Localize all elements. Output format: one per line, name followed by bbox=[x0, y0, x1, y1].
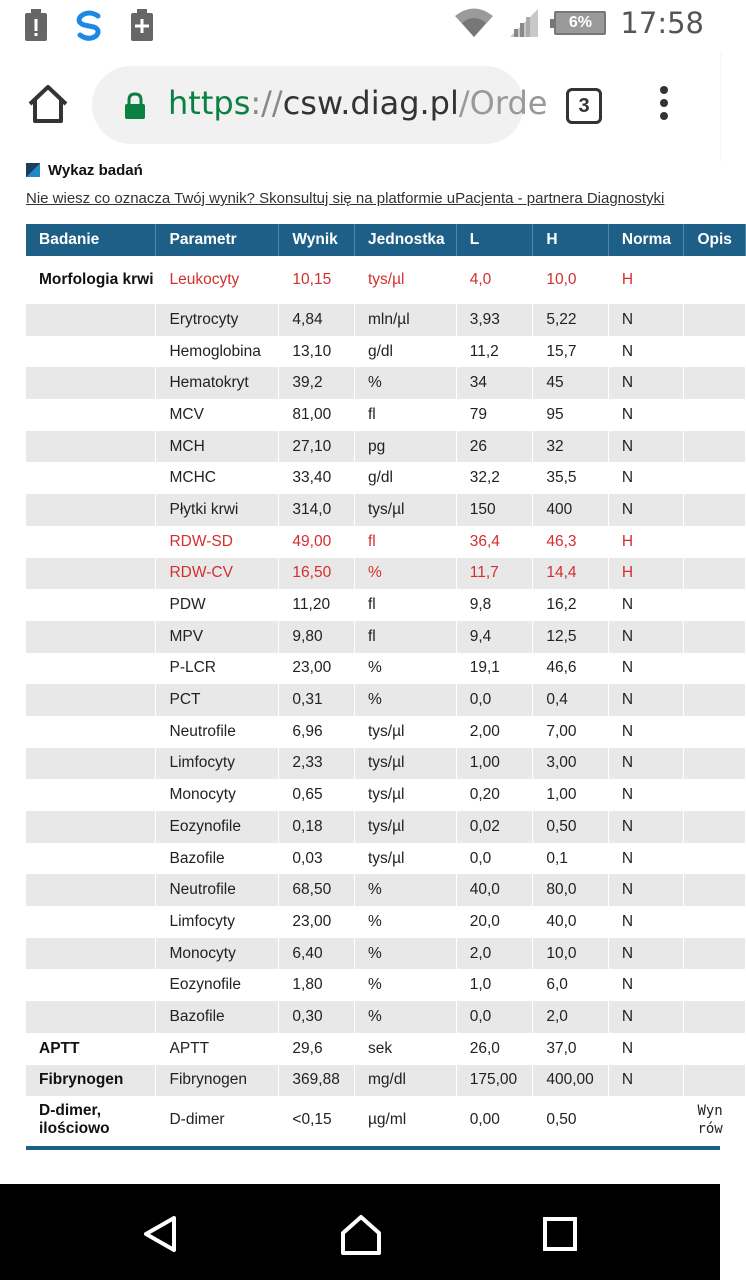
cell-l: 0,20 bbox=[456, 779, 533, 811]
table-row bbox=[26, 589, 746, 621]
cell-wynik: 369,88 bbox=[279, 1065, 355, 1097]
cell-wynik: 314,0 bbox=[279, 494, 355, 526]
table-row bbox=[26, 748, 746, 780]
cell-norma: N bbox=[608, 621, 684, 653]
cell-wynik: 6,40 bbox=[279, 938, 355, 970]
table-row bbox=[26, 558, 746, 590]
cell-wynik: 2,33 bbox=[279, 748, 355, 780]
tab-switcher-button[interactable]: 3 bbox=[566, 88, 602, 124]
cell-norma bbox=[608, 1096, 684, 1144]
cell-l: 150 bbox=[456, 494, 533, 526]
cell-opis bbox=[684, 653, 746, 685]
cell-norma: N bbox=[608, 811, 684, 843]
cell-jednostka: % bbox=[354, 906, 456, 938]
cell-norma: N bbox=[608, 589, 684, 621]
cell-opis bbox=[684, 906, 746, 938]
cell-norma: N bbox=[608, 716, 684, 748]
cell-badanie bbox=[26, 684, 156, 716]
cell-opis bbox=[684, 1065, 746, 1097]
battery-level: 6% bbox=[556, 13, 604, 33]
cell-parametr: Eozynofile bbox=[156, 811, 279, 843]
cell-l: 1,00 bbox=[456, 748, 533, 780]
cell-jednostka: % bbox=[354, 874, 456, 906]
cell-wynik: 29,6 bbox=[279, 1033, 355, 1065]
upacjenta-consult-link[interactable]: Nie wiesz co oznacza Twój wynik? Skonsultuj się na platformie uPacjenta - partnera Diagnostyki bbox=[26, 190, 665, 207]
cell-badanie bbox=[26, 367, 156, 399]
cell-l: 32,2 bbox=[456, 462, 533, 494]
table-row bbox=[26, 811, 746, 843]
address-bar[interactable] bbox=[92, 66, 548, 144]
battery-plus-icon bbox=[130, 9, 154, 41]
cell-jednostka: % bbox=[354, 969, 456, 1001]
home-nav-icon[interactable] bbox=[340, 1214, 382, 1256]
cell-h: 16,2 bbox=[533, 589, 609, 621]
clock: 17:58 bbox=[620, 6, 704, 40]
cell-badanie bbox=[26, 589, 156, 621]
cell-badanie bbox=[26, 462, 156, 494]
cell-h: 0,4 bbox=[533, 684, 609, 716]
table-header-row bbox=[26, 224, 746, 256]
cell-h: 1,00 bbox=[533, 779, 609, 811]
url-separator: :// bbox=[250, 84, 283, 122]
cell-h: 400,00 bbox=[533, 1065, 609, 1097]
cell-l: 11,2 bbox=[456, 336, 533, 368]
cell-opis bbox=[684, 748, 746, 780]
table-bottom-border bbox=[26, 1146, 720, 1150]
cell-opis bbox=[684, 336, 746, 368]
col-header-norma: Norma bbox=[608, 224, 684, 256]
cell-parametr: Monocyty bbox=[156, 779, 279, 811]
overflow-menu-icon[interactable] bbox=[654, 86, 674, 126]
cell-norma: N bbox=[608, 748, 684, 780]
cell-norma: N bbox=[608, 367, 684, 399]
cell-jednostka: % bbox=[354, 1001, 456, 1033]
url-path: /Orde bbox=[458, 84, 548, 122]
cell-l: 175,00 bbox=[456, 1065, 533, 1097]
cell-wynik: 23,00 bbox=[279, 906, 355, 938]
cell-parametr: PCT bbox=[156, 684, 279, 716]
cell-parametr: RDW-SD bbox=[156, 526, 279, 558]
cell-jednostka: % bbox=[354, 558, 456, 590]
table-row bbox=[26, 336, 746, 368]
cell-badanie bbox=[26, 906, 156, 938]
cell-wynik: 0,30 bbox=[279, 1001, 355, 1033]
table-row bbox=[26, 399, 746, 431]
table-row bbox=[26, 843, 746, 875]
cell-norma: N bbox=[608, 843, 684, 875]
cell-h: 10,0 bbox=[533, 256, 609, 304]
cell-jednostka: % bbox=[354, 653, 456, 685]
alert-notification-icon bbox=[24, 9, 48, 41]
col-header-badanie: Badanie bbox=[26, 224, 156, 256]
cell-opis bbox=[684, 526, 746, 558]
cell-jednostka: mln/µl bbox=[354, 304, 456, 336]
cell-badanie: Fibrynogen bbox=[26, 1065, 156, 1097]
cell-parametr: Płytki krwi bbox=[156, 494, 279, 526]
cell-badanie: D-dimer, ilościowo bbox=[26, 1096, 156, 1144]
cell-h: 7,00 bbox=[533, 716, 609, 748]
table-row bbox=[26, 367, 746, 399]
cell-opis bbox=[684, 1001, 746, 1033]
cell-l: 4,0 bbox=[456, 256, 533, 304]
cell-wynik: 1,80 bbox=[279, 969, 355, 1001]
cell-jednostka: tys/µl bbox=[354, 716, 456, 748]
cell-wynik: 49,00 bbox=[279, 526, 355, 558]
table-row bbox=[26, 621, 746, 653]
cell-norma: N bbox=[608, 462, 684, 494]
cell-jednostka: pg bbox=[354, 431, 456, 463]
recents-icon[interactable] bbox=[542, 1216, 578, 1252]
cell-badanie bbox=[26, 1001, 156, 1033]
swiftkey-s-icon bbox=[72, 8, 106, 42]
cell-h: 46,3 bbox=[533, 526, 609, 558]
cell-jednostka: tys/µl bbox=[354, 843, 456, 875]
cell-badanie: APTT bbox=[26, 1033, 156, 1065]
table-row bbox=[26, 1001, 746, 1033]
back-icon[interactable] bbox=[140, 1214, 180, 1254]
cell-wynik: 0,31 bbox=[279, 684, 355, 716]
cell-badanie bbox=[26, 526, 156, 558]
cell-parametr: D-dimer bbox=[156, 1096, 279, 1144]
table-row bbox=[26, 304, 746, 336]
lock-icon bbox=[124, 92, 146, 120]
cell-opis bbox=[684, 938, 746, 970]
cell-jednostka: g/dl bbox=[354, 462, 456, 494]
cell-jednostka: sek bbox=[354, 1033, 456, 1065]
cell-h: 5,22 bbox=[533, 304, 609, 336]
table-row bbox=[26, 716, 746, 748]
cell-parametr: Bazofile bbox=[156, 843, 279, 875]
cell-l: 26 bbox=[456, 431, 533, 463]
cell-norma: N bbox=[608, 399, 684, 431]
cell-jednostka: tys/µl bbox=[354, 256, 456, 304]
cell-h: 80,0 bbox=[533, 874, 609, 906]
status-bar bbox=[0, 0, 720, 50]
cell-badanie bbox=[26, 653, 156, 685]
browser-toolbar bbox=[0, 50, 720, 160]
cell-h: 32 bbox=[533, 431, 609, 463]
col-header-parametr: Parametr bbox=[156, 224, 279, 256]
cell-jednostka: g/dl bbox=[354, 336, 456, 368]
col-header-h: H bbox=[533, 224, 609, 256]
table-row bbox=[26, 653, 746, 685]
cell-l: 0,0 bbox=[456, 843, 533, 875]
cell-norma: N bbox=[608, 431, 684, 463]
section-title: Wykaz badań bbox=[48, 161, 143, 179]
cell-h: 0,50 bbox=[533, 811, 609, 843]
cell-l: 2,00 bbox=[456, 716, 533, 748]
cell-wynik: 4,84 bbox=[279, 304, 355, 336]
cell-wynik: 10,15 bbox=[279, 256, 355, 304]
cell-jednostka: fl bbox=[354, 589, 456, 621]
cell-badanie bbox=[26, 843, 156, 875]
cell-wynik: 23,00 bbox=[279, 653, 355, 685]
cell-norma: N bbox=[608, 653, 684, 685]
cell-badanie bbox=[26, 716, 156, 748]
cell-l: 40,0 bbox=[456, 874, 533, 906]
cell-badanie bbox=[26, 874, 156, 906]
cell-badanie bbox=[26, 399, 156, 431]
cell-l: 36,4 bbox=[456, 526, 533, 558]
cell-opis bbox=[684, 589, 746, 621]
cell-wynik: 16,50 bbox=[279, 558, 355, 590]
cell-parametr: Hematokryt bbox=[156, 367, 279, 399]
cell-wynik: 0,18 bbox=[279, 811, 355, 843]
cell-parametr: MCV bbox=[156, 399, 279, 431]
cell-wynik: 81,00 bbox=[279, 399, 355, 431]
cell-parametr: RDW-CV bbox=[156, 558, 279, 590]
table-row bbox=[26, 462, 746, 494]
url-text bbox=[168, 84, 547, 122]
cell-badanie bbox=[26, 431, 156, 463]
cell-l: 19,1 bbox=[456, 653, 533, 685]
table-row bbox=[26, 684, 746, 716]
cell-wynik: 11,20 bbox=[279, 589, 355, 621]
cell-jednostka: tys/µl bbox=[354, 748, 456, 780]
cell-h: 6,0 bbox=[533, 969, 609, 1001]
cell-badanie bbox=[26, 969, 156, 1001]
cell-jednostka: % bbox=[354, 367, 456, 399]
cell-parametr: Limfocyty bbox=[156, 748, 279, 780]
cell-opis bbox=[684, 462, 746, 494]
cell-l: 9,8 bbox=[456, 589, 533, 621]
cell-l: 1,0 bbox=[456, 969, 533, 1001]
android-nav-bar bbox=[0, 1184, 720, 1280]
cell-parametr: MCHC bbox=[156, 462, 279, 494]
cell-norma: N bbox=[608, 1001, 684, 1033]
url-scheme: https bbox=[168, 84, 251, 122]
cell-l: 34 bbox=[456, 367, 533, 399]
section-square-icon bbox=[26, 163, 40, 177]
cell-l: 20,0 bbox=[456, 906, 533, 938]
cell-parametr: Erytrocyty bbox=[156, 304, 279, 336]
cell-h: 3,00 bbox=[533, 748, 609, 780]
cell-wynik: 13,10 bbox=[279, 336, 355, 368]
cell-h: 12,5 bbox=[533, 621, 609, 653]
cell-h: 400 bbox=[533, 494, 609, 526]
battery-icon bbox=[554, 11, 606, 35]
cell-jednostka: tys/µl bbox=[354, 494, 456, 526]
cell-norma: H bbox=[608, 526, 684, 558]
cell-wynik: 68,50 bbox=[279, 874, 355, 906]
cell-h: 46,6 bbox=[533, 653, 609, 685]
cell-h: 0,50 bbox=[533, 1096, 609, 1144]
cell-h: 40,0 bbox=[533, 906, 609, 938]
cell-l: 0,00 bbox=[456, 1096, 533, 1144]
cell-l: 2,0 bbox=[456, 938, 533, 970]
results-table bbox=[26, 224, 746, 1144]
cell-l: 9,4 bbox=[456, 621, 533, 653]
cell-opis bbox=[684, 558, 746, 590]
cell-opis bbox=[684, 431, 746, 463]
cell-norma: N bbox=[608, 1065, 684, 1097]
cell-parametr: PDW bbox=[156, 589, 279, 621]
table-row bbox=[26, 906, 746, 938]
cell-h: 15,7 bbox=[533, 336, 609, 368]
cell-h: 35,5 bbox=[533, 462, 609, 494]
cell-badanie bbox=[26, 336, 156, 368]
cell-opis bbox=[684, 684, 746, 716]
cell-badanie bbox=[26, 811, 156, 843]
table-row bbox=[26, 494, 746, 526]
cell-norma: H bbox=[608, 256, 684, 304]
cell-opis bbox=[684, 779, 746, 811]
cell-badanie bbox=[26, 304, 156, 336]
table-row bbox=[26, 1096, 746, 1144]
cell-l: 26,0 bbox=[456, 1033, 533, 1065]
cell-opis: Wyn rów bbox=[684, 1096, 746, 1144]
cell-badanie bbox=[26, 621, 156, 653]
cell-badanie bbox=[26, 779, 156, 811]
cell-norma: N bbox=[608, 938, 684, 970]
cell-jednostka: tys/µl bbox=[354, 779, 456, 811]
cell-norma: N bbox=[608, 304, 684, 336]
cell-l: 0,0 bbox=[456, 684, 533, 716]
cell-parametr: Neutrofile bbox=[156, 716, 279, 748]
cell-opis bbox=[684, 1033, 746, 1065]
cell-parametr: MCH bbox=[156, 431, 279, 463]
cell-jednostka: mg/dl bbox=[354, 1065, 456, 1097]
cell-wynik: 33,40 bbox=[279, 462, 355, 494]
col-header-l: L bbox=[456, 224, 533, 256]
table-row bbox=[26, 526, 746, 558]
cell-h: 14,4 bbox=[533, 558, 609, 590]
cell-parametr: Leukocyty bbox=[156, 256, 279, 304]
cell-norma: N bbox=[608, 1033, 684, 1065]
cell-parametr: MPV bbox=[156, 621, 279, 653]
cell-h: 2,0 bbox=[533, 1001, 609, 1033]
cell-parametr: Neutrofile bbox=[156, 874, 279, 906]
table-row bbox=[26, 256, 746, 304]
cell-jednostka: tys/µl bbox=[354, 811, 456, 843]
cell-norma: N bbox=[608, 874, 684, 906]
col-header-jednostka: Jednostka bbox=[354, 224, 456, 256]
cell-l: 3,93 bbox=[456, 304, 533, 336]
cell-badanie bbox=[26, 938, 156, 970]
cell-signal-icon bbox=[508, 7, 540, 39]
wifi-icon bbox=[454, 7, 494, 39]
cell-opis bbox=[684, 874, 746, 906]
cell-l: 0,0 bbox=[456, 1001, 533, 1033]
cell-jednostka: µg/ml bbox=[354, 1096, 456, 1144]
cell-opis bbox=[684, 843, 746, 875]
cell-jednostka: % bbox=[354, 684, 456, 716]
cell-h: 37,0 bbox=[533, 1033, 609, 1065]
cell-l: 0,02 bbox=[456, 811, 533, 843]
cell-badanie: Morfologia krwi bbox=[26, 256, 156, 304]
home-icon[interactable] bbox=[26, 84, 70, 124]
cell-norma: N bbox=[608, 684, 684, 716]
page-content bbox=[0, 160, 732, 1184]
cell-opis bbox=[684, 621, 746, 653]
cell-opis bbox=[684, 304, 746, 336]
cell-parametr: Hemoglobina bbox=[156, 336, 279, 368]
cell-wynik: <0,15 bbox=[279, 1096, 355, 1144]
cell-wynik: 9,80 bbox=[279, 621, 355, 653]
cell-parametr: APTT bbox=[156, 1033, 279, 1065]
table-row bbox=[26, 1065, 746, 1097]
cell-norma: N bbox=[608, 779, 684, 811]
cell-opis bbox=[684, 367, 746, 399]
cell-opis bbox=[684, 969, 746, 1001]
cell-wynik: 39,2 bbox=[279, 367, 355, 399]
cell-jednostka: % bbox=[354, 938, 456, 970]
table-row bbox=[26, 431, 746, 463]
col-header-wynik: Wynik bbox=[279, 224, 355, 256]
cell-h: 95 bbox=[533, 399, 609, 431]
cell-wynik: 6,96 bbox=[279, 716, 355, 748]
cell-parametr: Eozynofile bbox=[156, 969, 279, 1001]
cell-opis bbox=[684, 811, 746, 843]
cell-parametr: Monocyty bbox=[156, 938, 279, 970]
cell-jednostka: fl bbox=[354, 526, 456, 558]
cell-parametr: Bazofile bbox=[156, 1001, 279, 1033]
cell-h: 10,0 bbox=[533, 938, 609, 970]
cell-parametr: Limfocyty bbox=[156, 906, 279, 938]
cell-norma: N bbox=[608, 494, 684, 526]
cell-wynik: 0,03 bbox=[279, 843, 355, 875]
cell-badanie bbox=[26, 494, 156, 526]
cell-opis bbox=[684, 256, 746, 304]
cell-h: 45 bbox=[533, 367, 609, 399]
cell-parametr: Fibrynogen bbox=[156, 1065, 279, 1097]
table-row bbox=[26, 938, 746, 970]
cell-h: 0,1 bbox=[533, 843, 609, 875]
cell-parametr: P-LCR bbox=[156, 653, 279, 685]
cell-badanie bbox=[26, 558, 156, 590]
cell-jednostka: fl bbox=[354, 399, 456, 431]
cell-opis bbox=[684, 716, 746, 748]
table-row bbox=[26, 969, 746, 1001]
cell-norma: H bbox=[608, 558, 684, 590]
url-host: csw.diag.pl bbox=[282, 84, 459, 122]
table-row bbox=[26, 779, 746, 811]
table-row bbox=[26, 1033, 746, 1065]
cell-opis bbox=[684, 494, 746, 526]
cell-opis bbox=[684, 399, 746, 431]
cell-wynik: 27,10 bbox=[279, 431, 355, 463]
cell-norma: N bbox=[608, 906, 684, 938]
cell-norma: N bbox=[608, 969, 684, 1001]
cell-l: 11,7 bbox=[456, 558, 533, 590]
cell-norma: N bbox=[608, 336, 684, 368]
col-header-opis: Opis bbox=[684, 224, 746, 256]
cell-wynik: 0,65 bbox=[279, 779, 355, 811]
cell-jednostka: fl bbox=[354, 621, 456, 653]
section-header bbox=[26, 160, 143, 180]
cell-l: 79 bbox=[456, 399, 533, 431]
cell-badanie bbox=[26, 748, 156, 780]
table-row bbox=[26, 874, 746, 906]
